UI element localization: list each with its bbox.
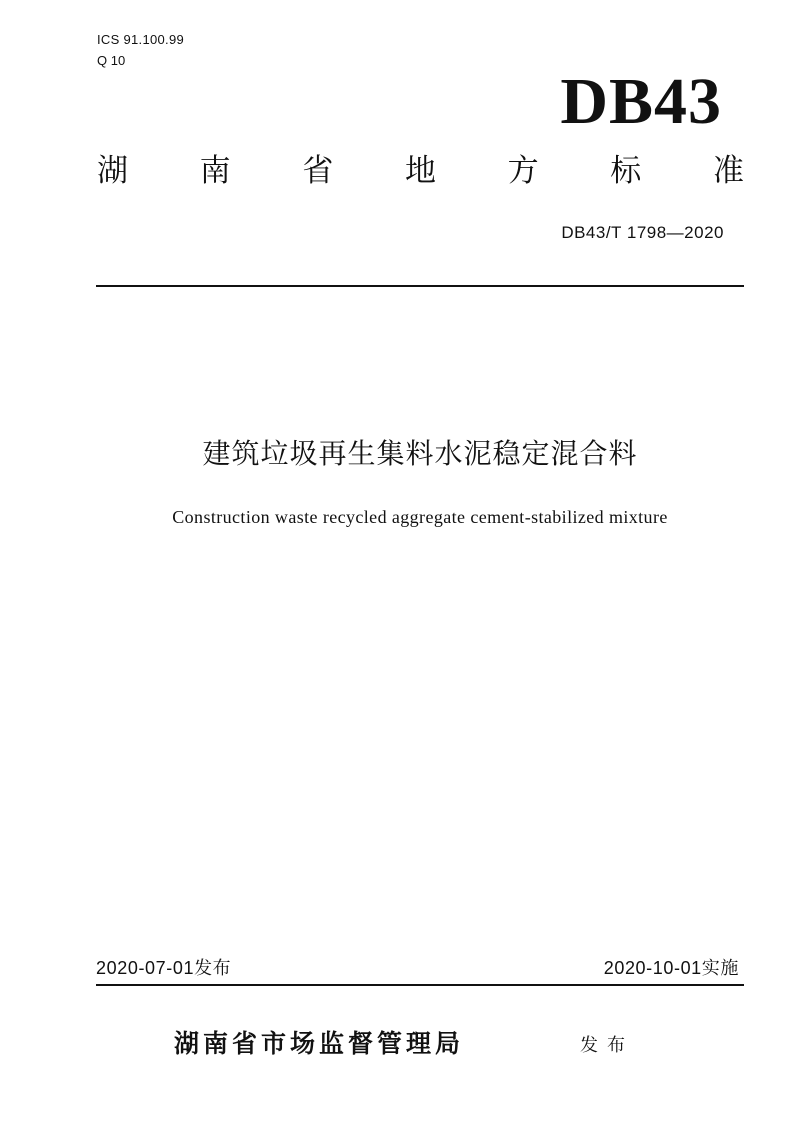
- issue-date: 2020-07-01发布: [96, 958, 232, 978]
- standard-type-char: 南: [199, 153, 231, 189]
- standard-type-char: 省: [302, 153, 334, 189]
- ccs-code: Q 10: [97, 53, 126, 68]
- top-divider: [96, 285, 744, 287]
- issue-label: 发布: [580, 1035, 634, 1056]
- standard-number: DB43/T 1798—2020: [561, 223, 724, 242]
- issuing-authority: 湖南省市场监督管理局: [174, 1029, 465, 1058]
- standard-type-char: 方: [507, 153, 539, 189]
- implementation-date: 2020-10-01实施: [603, 958, 739, 978]
- bottom-divider: [96, 984, 744, 986]
- standard-type-char: 标: [610, 153, 642, 189]
- standard-type-char: 湖: [97, 153, 128, 189]
- title-english: Construction waste recycled aggregate cement-stabilized mixture: [172, 507, 668, 527]
- standard-type-char: 准: [712, 153, 744, 189]
- standard-type: [97, 148, 744, 194]
- db-code: DB43: [560, 65, 722, 138]
- title-chinese: 建筑垃圾再生集料水泥稳定混合料: [202, 437, 638, 470]
- standard-type-char: 地: [404, 153, 436, 189]
- ics-code: ICS 91.100.99: [97, 32, 185, 47]
